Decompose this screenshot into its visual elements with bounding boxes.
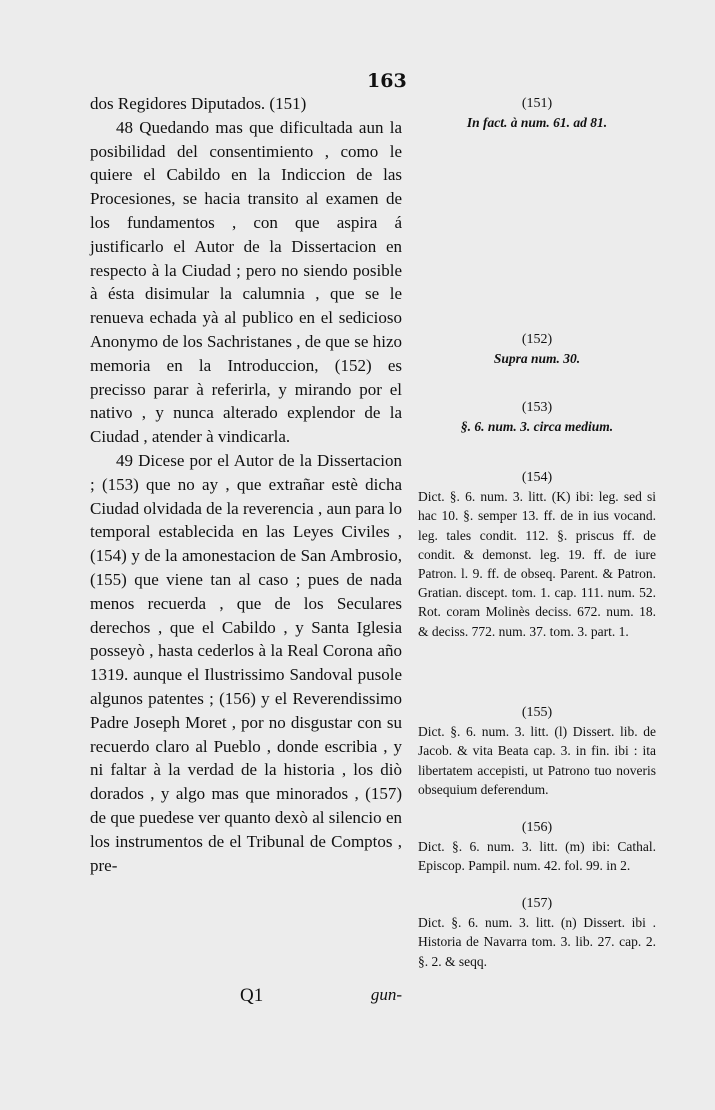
paragraph-48: 48 Quedando mas que dificultada aun la posibilidad del consentimiento , como le quiere el Cabildo en la Indiccion de las Procesiones, se hacia transito al examen de los fundamentos , con que aspira á justificarlo el Autor de la Dissertacion en respecto à la Ciudad ; pero no siendo posible à ésta disimular la calumnia , que se le renueva echada yà al publico en el sedicioso Anonymo de los Sachristanes , de que se hizo memoria en la Introduccion, (152) es precisso parar à referirla, y mirando por el nativo , y nunca alterado explendor de la Ciudad , atender à vindicarla.	[90, 117, 402, 447]
footnote-155	[418, 703, 656, 799]
signature-mark: Q1	[240, 985, 264, 1006]
footnote-number: (156)	[521, 820, 553, 835]
footnote-152	[418, 330, 656, 368]
paragraph-opening-line: dos Regidores Diputados. (151)	[90, 94, 307, 113]
catchword: gun-	[370, 985, 402, 1004]
footnote-157	[418, 894, 656, 971]
footnote-number: (154)	[521, 470, 553, 485]
paragraph-49: 49 Dicese por el Autor de la Dissertacion ; (153) que no ay , que extrañar estè dicha Ciudad olvidada de la reverencia , aun para lo temporal establecida en las Leyes Civiles , (154) y de la amonestacion de San Ambrosio, (155) que viene tan al caso ; pues de nada menos recuerda , que de los Seculares derechos , que el Cabildo , y Santa Iglesia posseyò , hasta cederlos à la Real Corona año 1319. aunque el Ilustrissimo Sandoval pusole algunos patentes ; (156) y el Reverendissimo Padre Joseph Moret , por no disgustar con su recuerdo claro al Pueblo , donde escribia , y ni faltar à la verdad de la historia , los diò dorados , y algo mas que minorados , (157) de que puedese ver quanto dexò al silencio en los instrumentos de el Tribunal de Comptos , pre-	[90, 450, 403, 875]
footnote-number: (151)	[521, 96, 553, 111]
footnote-151	[418, 94, 656, 132]
footnote-153	[418, 398, 656, 436]
footnote-154	[418, 468, 656, 641]
page-footer	[90, 985, 402, 1011]
footnote-number: (155)	[521, 705, 553, 720]
footnote-text: Dict. §. 6. num. 3. litt. (m) ibi: Cathal. Episcop. Pampil. num. 42. fol. 99. in 2.	[418, 839, 656, 874]
footnote-text: Dict. §. 6. num. 3. litt. (n) Dissert. ibi . Historia de Navarra tom. 3. lib. 27. cap. 2. §. 2. & seqq.	[418, 915, 656, 969]
footnote-text: Dict. §. 6. num. 3. litt. (l) Dissert. lib. de Jacob. & vita Beata cap. 3. in fin. ibi : ita libertatem accepisti, ut Patrono tuo noveris obsequium deferendum.	[418, 724, 656, 797]
footnote-156	[418, 818, 656, 876]
footnote-text: Supra num. 30.	[493, 351, 581, 367]
footnote-number: (157)	[521, 896, 553, 911]
footnote-text: Dict. §. 6. num. 3. litt. (K) ibi: leg. sed si hac 10. §. semper 13. ff. de in ius vocand. leg. tales condit. 112. §. priscus ff. de condit. & demonst. leg. 19. ff. de iure Patron. l. 9. ff. de obseq. Parent. & Patron. Gratian. discept. tom. 1. cap. 111. num. 52. Rot. coram Molinès deciss. 672. num. 18. & deciss. 772. num. 37. tom. 3. part. 1.	[418, 489, 656, 639]
footnote-text: §. 6. num. 3. circa medium.	[460, 419, 614, 435]
footnote-text: In fact. à num. 61. ad 81.	[466, 115, 608, 131]
footnote-number: (152)	[521, 332, 553, 347]
footnote-number: (153)	[521, 400, 553, 415]
page-number: 163	[367, 70, 407, 92]
main-text-column	[90, 92, 402, 877]
